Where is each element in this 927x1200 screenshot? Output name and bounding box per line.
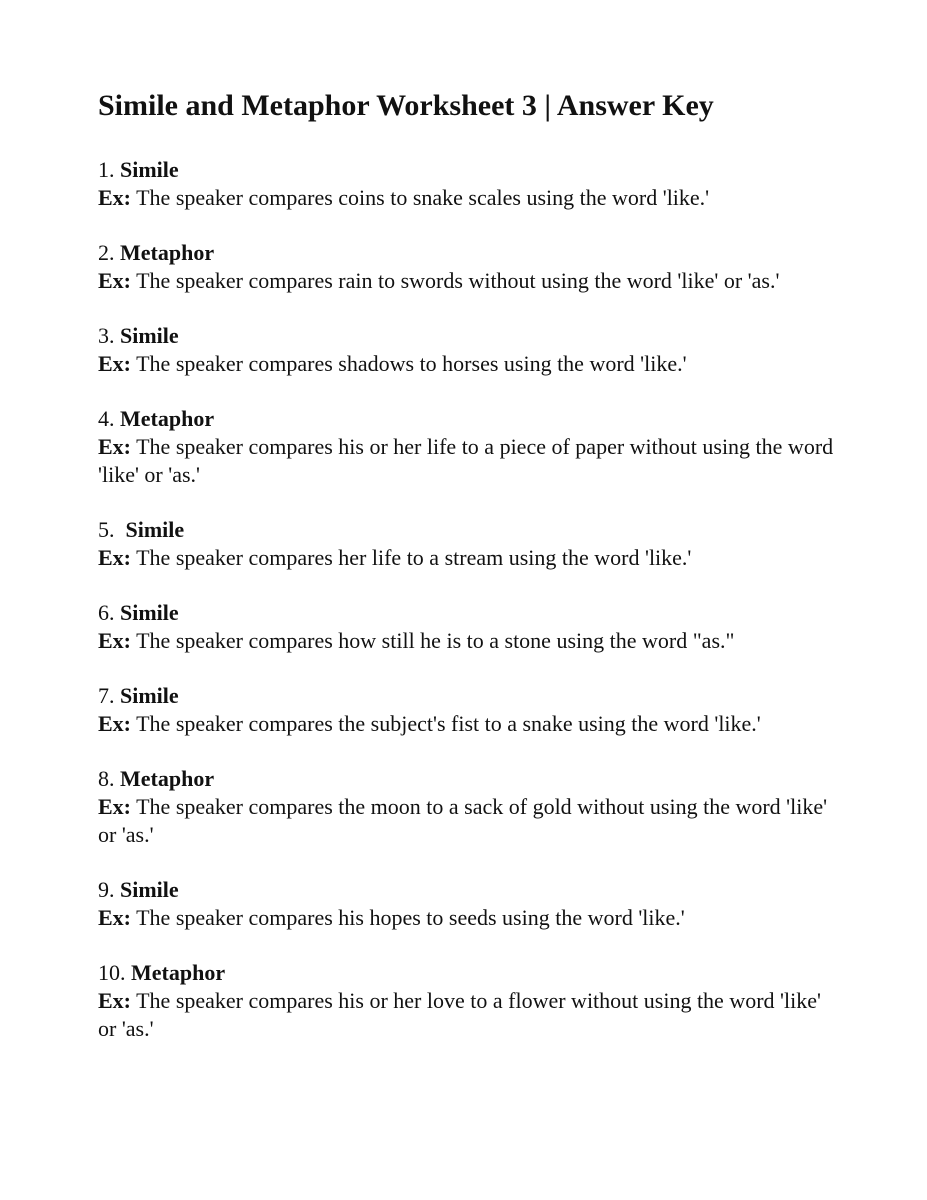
explanation-text: The speaker compares shadows to horses using the word 'like.' [136,351,687,376]
answer-heading [98,405,838,433]
answer-explanation [98,793,838,849]
answer-item-6 [98,599,838,655]
page-title: Simile and Metaphor Worksheet 3 | Answer Key [98,89,714,122]
ex-label: Ex: [98,988,131,1013]
answer-type: Simile [125,517,185,542]
answer-item-3 [98,322,838,378]
answer-type: Metaphor [120,240,215,265]
answer-explanation [98,627,838,655]
answer-heading [98,876,838,904]
answer-number: 3. [98,323,120,348]
answer-explanation [98,184,838,212]
explanation-text: The speaker compares his or her love to a flower without using the word 'like' or 'as.' [98,988,821,1041]
answer-heading [98,959,838,987]
explanation-text: The speaker compares her life to a stream using the word 'like.' [136,545,692,570]
answer-number: 2. [98,240,120,265]
answer-number: 5. [98,517,126,542]
answer-item-9 [98,876,838,932]
answer-number: 1. [98,157,120,182]
explanation-text: The speaker compares coins to snake scales using the word 'like.' [136,185,710,210]
explanation-text: The speaker compares the subject's fist to a snake using the word 'like.' [136,711,761,736]
answer-item-10 [98,959,838,1043]
explanation-text: The speaker compares his or her life to a piece of paper without using the word 'like' or 'as.' [98,434,834,487]
ex-label: Ex: [98,185,131,210]
answer-number: 10. [98,960,131,985]
answer-explanation [98,267,838,295]
ex-label: Ex: [98,351,131,376]
answer-number: 8. [98,766,120,791]
explanation-text: The speaker compares his hopes to seeds using the word 'like.' [136,905,685,930]
ex-label: Ex: [98,711,131,736]
answer-explanation [98,433,838,489]
ex-label: Ex: [98,545,131,570]
answer-explanation [98,710,838,738]
ex-label: Ex: [98,628,131,653]
ex-label: Ex: [98,434,131,459]
answer-type: Metaphor [120,766,215,791]
answer-number: 7. [98,683,120,708]
answer-explanation [98,987,838,1043]
answer-heading [98,516,838,544]
ex-label: Ex: [98,794,131,819]
answer-heading [98,239,838,267]
answer-type: Simile [120,157,179,182]
answer-type: Simile [120,323,179,348]
answer-number: 6. [98,600,120,625]
answer-heading [98,156,838,184]
explanation-text: The speaker compares how still he is to a stone using the word "as." [136,628,735,653]
answer-item-1 [98,156,838,212]
explanation-text: The speaker compares the moon to a sack of gold without using the word 'like' or 'as.' [98,794,828,847]
answer-type: Simile [120,877,179,902]
answer-item-5 [98,516,838,572]
answer-type: Metaphor [120,406,215,431]
answer-number: 4. [98,406,120,431]
ex-label: Ex: [98,268,131,293]
answer-explanation [98,350,838,378]
answer-item-4 [98,405,838,489]
answer-type: Simile [120,600,179,625]
answer-heading [98,322,838,350]
answer-item-7 [98,682,838,738]
answer-number: 9. [98,877,120,902]
explanation-text: The speaker compares rain to swords without using the word 'like' or 'as.' [136,268,780,293]
answer-heading [98,765,838,793]
answer-list [98,156,838,1070]
answer-item-2 [98,239,838,295]
answer-explanation [98,904,838,932]
answer-item-8 [98,765,838,849]
answer-heading [98,599,838,627]
answer-heading [98,682,838,710]
answer-type: Metaphor [131,960,226,985]
ex-label: Ex: [98,905,131,930]
answer-type: Simile [120,683,179,708]
answer-explanation [98,544,838,572]
